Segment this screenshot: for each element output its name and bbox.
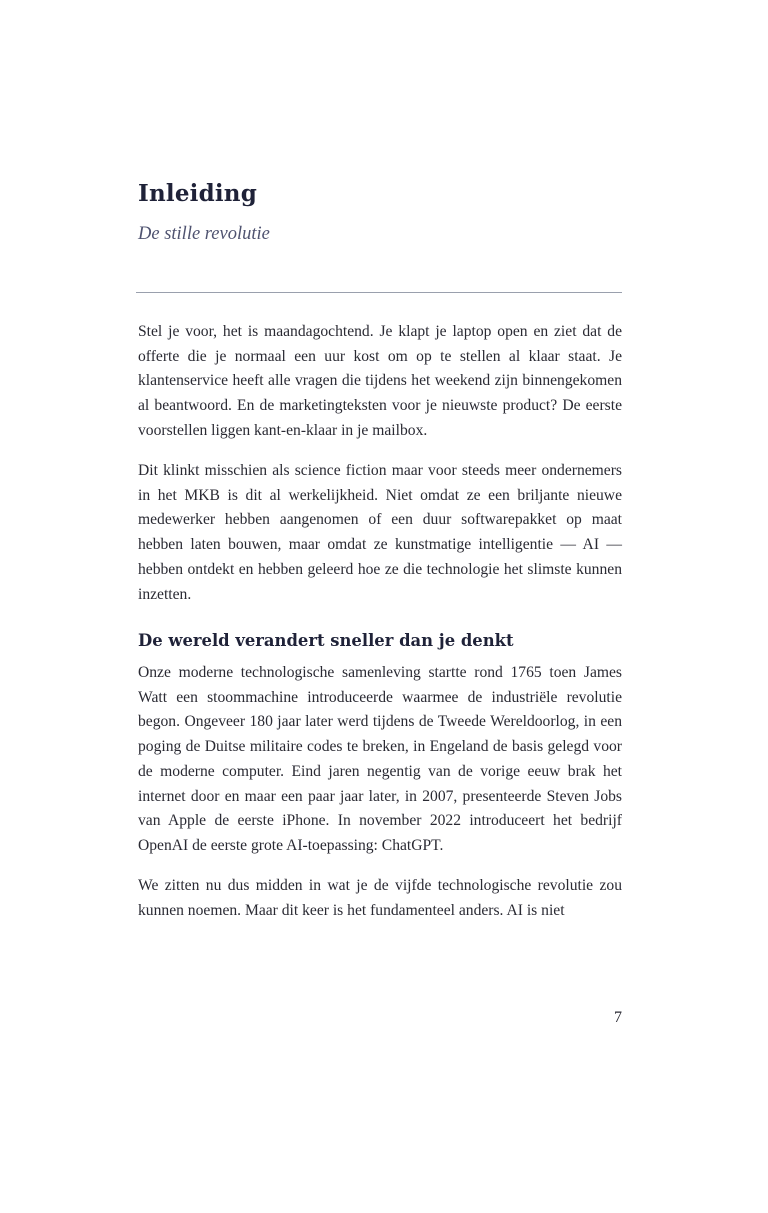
chapter-subtitle: De stille revolutie <box>138 224 270 244</box>
title-divider <box>136 292 622 293</box>
section-paragraph-2: We zitten nu dus midden in wat je de vijfde technologische revolutie zou kunnen noemen. Maar dit keer is het fundamenteel anders. AI is niet <box>138 877 622 919</box>
intro-paragraph-1: Stel je voor, het is maandagochtend. Je klapt je laptop open en ziet dat de offerte die je normaal een uur kost om op te stellen al klaar staat. Je klantenservice heeft alle vragen die tijdens het weekend zijn binnengekomen al beantwoord. En de marketingteksten voor je nieuwste product? De eerste voorstellen liggen kant-en-klaar in je mailbox. <box>138 323 622 439</box>
page-number: 7 <box>614 1009 622 1026</box>
intro-paragraph-2: Dit klinkt misschien als science fiction maar voor steeds meer ondernemers in het MKB is dit al werkelijkheid. Niet omdat ze een briljante nieuwe medewerker hebben aangenomen of een duur softwarepakket op maat hebben laten bouwen, maar omdat ze kunstmatige intelligentie — AI — hebben ontdekt en hebben geleerd hoe ze die technologie het slimste kunnen inzetten. <box>138 462 622 603</box>
chapter-title: Inleiding <box>138 180 258 207</box>
section-heading: De wereld verandert sneller dan je denkt <box>138 631 514 650</box>
section-paragraph-1: Onze moderne technologische samenleving startte rond 1765 toen James Watt een stoommachine introduceerde waarmee de industriële revolutie begon. Ongeveer 180 jaar later werd tijdens de Tweede Wereldoorlog, in een poging de Duitse militaire codes te breken, in Engeland de basis gelegd voor de moderne computer. Eind jaren negentig van de vorige eeuw brak het internet door en maar een paar jaar later, in 2007, presenteerde Steven Jobs van Apple de eerste iPhone. In november 2022 introduceert het bedrijf OpenAI de eerste grote AI-toepassing: ChatGPT. <box>138 664 622 854</box>
book-page <box>138 0 622 1213</box>
